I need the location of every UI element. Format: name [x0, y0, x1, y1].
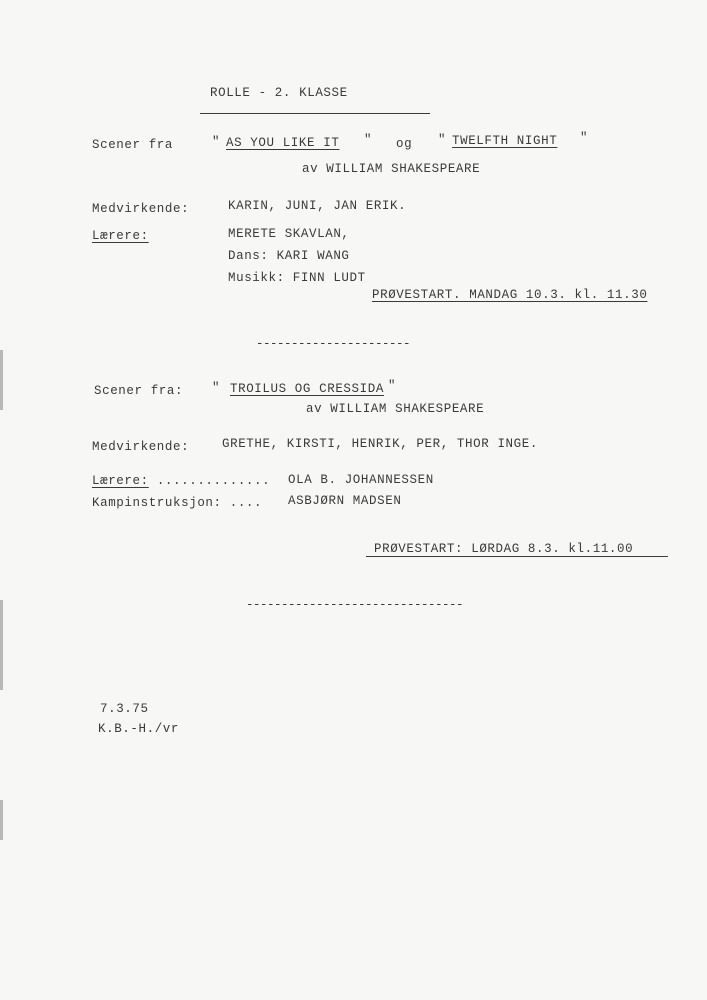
page-title: ROLLE - 2. KLASSE [210, 86, 348, 100]
og-text: og [396, 137, 413, 151]
dans-line: Dans: KARI WANG [228, 249, 350, 263]
paper-edge-mark [0, 350, 3, 410]
medvirkende-names: KARIN, JUNI, JAN ERIK. [228, 199, 407, 213]
kamp-label: Kampinstruksjon: [92, 496, 222, 510]
musikk-line: Musikk: FINN LUDT [228, 271, 366, 285]
kamp-row [92, 496, 262, 510]
laerer-name: OLA B. JOHANNESSEN [288, 473, 434, 487]
play-title: AS YOU LIKE IT [226, 136, 340, 150]
provestart-line: PRØVESTART: LØRDAG 8.3. kl.11.00 [374, 542, 634, 556]
title-underline [200, 113, 430, 114]
medvirkende-label: Medvirkende: [92, 202, 190, 216]
quote-mark: " [580, 131, 589, 145]
footer-initials: K.B.-H./vr [98, 722, 180, 736]
author-line: av WILLIAM SHAKESPEARE [302, 162, 481, 176]
play-title: TROILUS OG CRESSIDA [230, 382, 384, 396]
laerere-label: Lærere: [92, 474, 149, 488]
quote-mark: " [364, 133, 373, 147]
laerer-name: MERETE SKAVLAN, [228, 227, 350, 241]
quote-mark: " [438, 133, 447, 147]
scener-label: Scener fra: [94, 384, 184, 398]
separator: ---------------------- [256, 337, 411, 351]
kamp-name: ASBJØRN MADSEN [288, 494, 402, 508]
leader-dots: .............. [148, 474, 271, 488]
medvirkende-names: GRETHE, KIRSTI, HENRIK, PER, THOR INGE. [222, 437, 538, 451]
quote-mark: " [388, 379, 397, 393]
medvirkende-label: Medvirkende: [92, 440, 190, 454]
quote-mark: " [212, 381, 221, 395]
laerere-row [92, 474, 270, 488]
separator: ------------------------------- [246, 598, 464, 612]
laerere-label: Lærere: [92, 229, 149, 243]
scener-label: Scener fra [92, 138, 174, 152]
provestart-line: PRØVESTART. MANDAG 10.3. kl. 11.30 [372, 288, 648, 302]
quote-mark: " [212, 135, 221, 149]
play-title: TWELFTH NIGHT [452, 134, 558, 148]
author-line: av WILLIAM SHAKESPEARE [306, 402, 485, 416]
leader-dots: .... [221, 496, 263, 510]
footer-date: 7.3.75 [100, 702, 149, 716]
provestart-underline [366, 556, 668, 557]
paper-edge-mark [0, 800, 3, 840]
paper-edge-mark [0, 600, 3, 690]
